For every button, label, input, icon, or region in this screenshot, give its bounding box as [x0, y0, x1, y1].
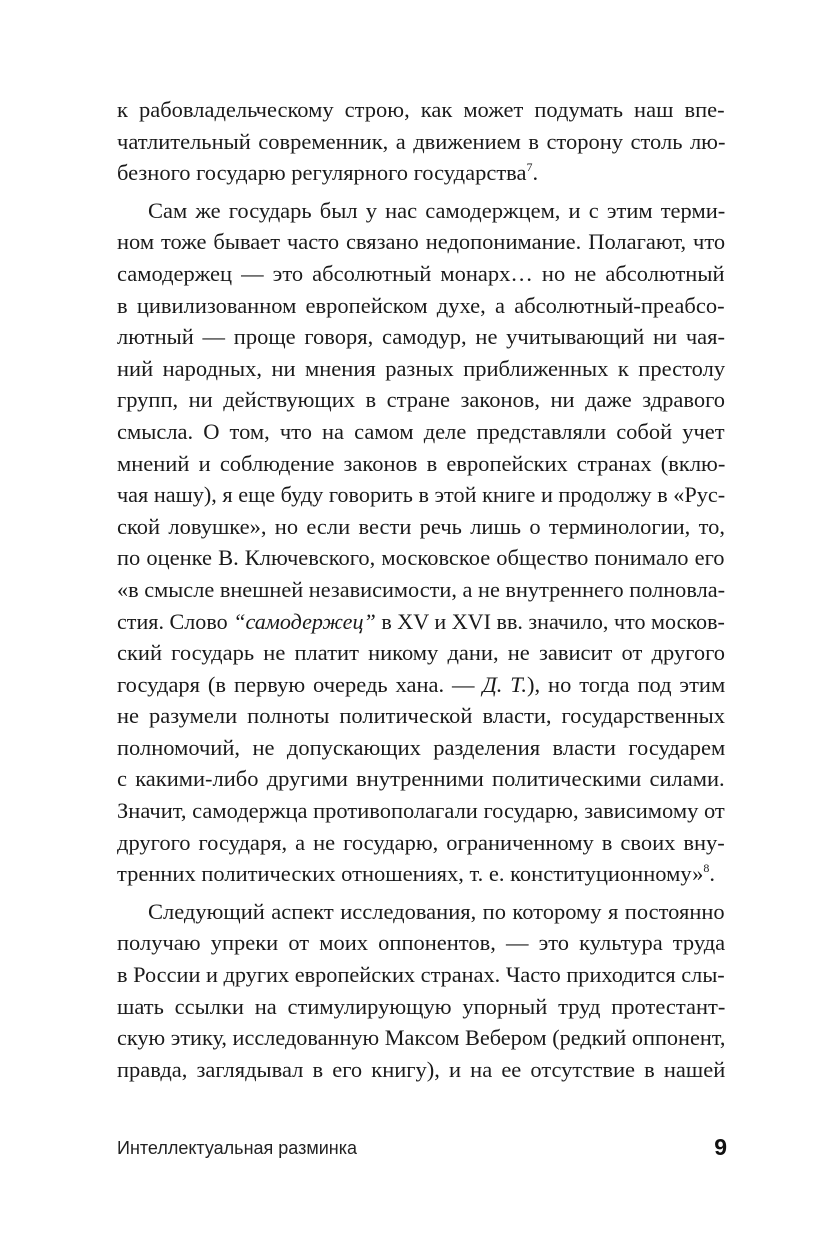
text-line-content: тренних политических отношениях, т. е. конституционному» [117, 861, 704, 887]
text-line: чая нашу), я еще буду говорить в этой книге и продолжу в «Рус- [117, 482, 726, 508]
text-line: в России и других европейских странах. Часто приходится слы- [117, 962, 725, 988]
paragraph [117, 195, 725, 890]
text-line: не разумели полноты политической власти, государственных [117, 703, 725, 729]
text-fragment: ), но тогда под этим [527, 671, 726, 697]
text-fragment: в XV и XVI вв. значило, что москов- [375, 608, 725, 634]
text-line: Следующий аспект исследования, по которому я постоянно [148, 898, 725, 924]
author-initials: Д. Т. [482, 671, 528, 697]
text-line [117, 157, 725, 189]
line-suffix: . [709, 861, 716, 887]
text-line: скую этику, исследованную Максом Вебером (редкий оппонент, [117, 1025, 726, 1051]
italic-term: “самодержец” [233, 608, 376, 634]
text-line: шать ссылки на стимулирующую упорный труд протестант- [117, 993, 726, 1019]
text-line: в цивилизованном европейском духе, а абсолютный-преабсо- [117, 292, 725, 318]
text-line [117, 669, 725, 701]
page-number: 9 [714, 1134, 727, 1160]
text-line: лютный — проще говоря, самодур, не учитывающий ни чая- [117, 324, 725, 350]
text-line: «в смысле внешней независимости, а не внутреннего полновла- [117, 576, 726, 602]
text-line [117, 858, 725, 890]
body-text [117, 94, 725, 1085]
text-fragment: стия. Слово [117, 608, 234, 634]
footnote-ref[interactable]: 8 [703, 861, 710, 876]
text-line: групп, ни действующих в стране законов, ни даже здравого [117, 387, 726, 413]
paragraph [117, 896, 725, 1086]
text-line: получаю упреки от моих оппонентов, — это культура труда [117, 930, 726, 956]
text-line-content: безного государю регулярного государства [117, 160, 527, 186]
text-line: другого государя, а не государю, ограниченному в своих вну- [117, 829, 725, 855]
page-footer [117, 1136, 727, 1166]
text-line: с какими-либо другими внутренними политическими силами. [117, 766, 725, 792]
text-line: Сам же государь был у нас самодержцем, и с этим терми- [148, 197, 726, 223]
text-line: Значит, самодержца противополагали государю, зависимому от [117, 798, 725, 824]
line-suffix: . [532, 160, 539, 186]
text-line: правда, заглядывал в его книгу), и на ее отсутствие в нашей [117, 1056, 726, 1082]
text-line: ской ловушке», но если вести речь лишь о терминологии, то, [117, 513, 726, 539]
text-line: чатлительный современник, а движением в сторону столь лю- [117, 128, 726, 154]
paragraph [117, 94, 725, 189]
text-line: мнений и соблюдение законов в европейских странах (вклю- [117, 450, 726, 476]
text-fragment: государя (в первую очередь хана. — [117, 671, 483, 697]
text-line: полномочий, не допускающих разделения власти государем [117, 734, 726, 760]
text-line: ном тоже бывает часто связано недопонимание. Полагают, что [117, 229, 726, 255]
text-line: ский государь не платит никому дани, не зависит от другого [117, 640, 726, 666]
running-footer-title: Интеллектуальная разминка [117, 1138, 357, 1158]
text-line [117, 606, 725, 638]
footnote-ref[interactable]: 7 [526, 160, 533, 175]
text-line: самодержец — это абсолютный монарх… но не абсолютный [117, 260, 725, 286]
text-line: смысла. О том, что на самом деле представляли собой учет [117, 418, 725, 444]
text-line: к рабовладельческому строю, как может подумать наш впе- [117, 97, 725, 122]
text-line: по оценке В. Ключевского, московское общество понимало его [117, 545, 725, 571]
text-line: ний народных, ни мнения разных приближенных к престолу [117, 355, 726, 381]
